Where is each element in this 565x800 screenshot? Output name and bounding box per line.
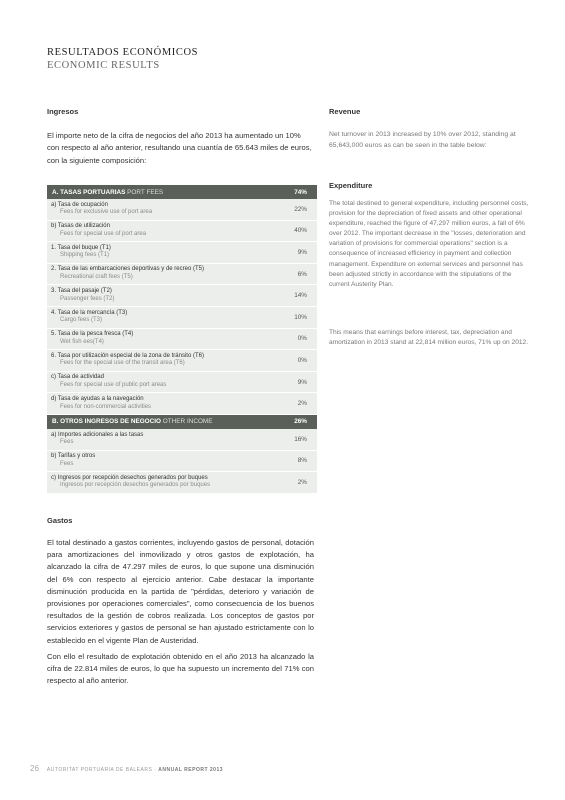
- section-b-header: [47, 414, 317, 429]
- footer-report: ANNUAL REPORT 2013: [158, 767, 224, 773]
- table-row: [47, 450, 317, 472]
- row-label-en: Fees for special use of port area: [60, 230, 147, 237]
- row-label-en: Passenger fees (T2): [60, 295, 115, 302]
- row-value: 9%: [267, 371, 317, 393]
- section-a-value: 74%: [267, 185, 317, 199]
- page-number: 26: [30, 764, 39, 773]
- table-row: [47, 220, 317, 242]
- row-label: 6. Tasa por utilización especial de la zona de tránsito (T6): [51, 352, 204, 359]
- row-label-en: Recreational craft fees (T5): [60, 274, 133, 281]
- row-label-en: Fees for the special use of the transit area (T6): [60, 360, 185, 367]
- gastos-paragraph-2: Con ello el resultado de explotación obtenido en el año 2013 ha alcanzado la cifra de 22.814 miles de euros, lo que ha supuesto un incremento del 71% con respecto al año anterior.: [47, 652, 314, 686]
- row-value: 0%: [267, 328, 317, 350]
- section-a-label-en: PORT FEES: [127, 188, 164, 196]
- section-b-label-en: OTHER INCOME: [162, 418, 213, 426]
- ingresos-heading: Ingresos: [47, 107, 79, 116]
- row-label: 3. Tasa del pasaje (T2): [51, 288, 112, 295]
- row-label: a) Importes adicionales a las tasas: [51, 431, 144, 438]
- row-label-en: Fees: [60, 460, 74, 467]
- row-value: 10%: [267, 306, 317, 328]
- table-row: [47, 285, 317, 307]
- row-label: 4. Tasa de la mercancía (T3): [51, 309, 128, 316]
- table-row: [47, 429, 317, 450]
- row-label-en: Fees: [60, 439, 74, 446]
- row-label-en: Fees for exclusive use of port area: [60, 209, 153, 216]
- table-row: [47, 199, 317, 220]
- row-label: d) Tasa de ayudas a la navegación: [51, 396, 144, 403]
- row-label: c) Ingresos por recepción desechos generados por buques: [51, 474, 208, 481]
- row-label-en: Fees for non-commercial activities: [60, 403, 152, 410]
- row-label: c) Tasa de actividad: [51, 374, 104, 381]
- row-value: 6%: [267, 263, 317, 285]
- row-label-en: Shipping fees (T1): [60, 252, 110, 259]
- gastos-paragraph: El total destinado a gastos corrientes, incluyendo gastos de personal, dotación para amortizaciones del inmovilizado y otros gastos de explotación, ha alcanzado la cifra de 47.297 miles de euros, lo que supone una disminución del 6% con respecto al ejercicio anterior. Cabe destacar la importante disminución producida en la partida de "pérdidas, deterioro y variación de provisiones por operaciones comerciales", como consecuencia de los buenos resultados de la gestión de cobros realizada. Los conceptos de gastos por servicios exteriores y gastos de personal se han ajustado estrictamente con lo establecido en el vigente Plan de Austeridad.: [47, 538, 314, 645]
- row-label-en: Fees for special use of public port areas: [60, 382, 167, 389]
- table-row: [47, 393, 317, 415]
- table-row: [47, 263, 317, 285]
- section-a-label: A. TASAS PORTUARIAS: [52, 188, 126, 196]
- page-footer: [30, 764, 223, 773]
- section-b-value: 26%: [267, 414, 317, 429]
- expenditure-paragraph-2: This means that earnings before interest, tax, depreciation and amortization in 2013 stand at 22,814 million euros, 71% up on 2012.: [329, 329, 529, 347]
- table-row: [47, 350, 317, 372]
- row-label: 2. Tasa de las embarcaciones deportivas y de recreo (T5): [51, 266, 204, 273]
- page-title: RESULTADOS ECONÓMICOS: [47, 47, 199, 58]
- expenditure-paragraph: The total destined to general expenditure, including personnel costs, provision for the depreciation of fixed assets and other operational expenditure, reached the figure of 47,297 million euros, a fall of 6% over 2012. The important decrease in the "losses, deterioration and variation of provisions for commercial operations" section is a consequence of increased efficiency in payment and collection management. Expenditure on external services and personnel has been adjusted strictly in accordance with the stipulations of the current Austerity Plan.: [329, 200, 529, 288]
- expenditure-heading: Expenditure: [329, 181, 373, 190]
- row-value: 2%: [267, 472, 317, 494]
- page-subtitle: ECONOMIC RESULTS: [47, 60, 160, 71]
- ingresos-paragraph: El importe neto de la cifra de negocios del año 2013 ha aumentado un 10% con respecto al año anterior, resultando una cuantía de 65.643 miles de euros, con la siguiente composición:: [47, 131, 312, 165]
- row-label: b) Tasas de utilización: [51, 223, 110, 230]
- gastos-heading: Gastos: [47, 516, 73, 525]
- row-value: 0%: [267, 350, 317, 372]
- row-label: b) Tarifas y otros: [51, 453, 96, 460]
- row-label-en: Cargo fees (T3): [60, 317, 103, 324]
- table-row: [47, 371, 317, 393]
- revenue-paragraph: Net turnover in 2013 increased by 10% over 2012, standing at 65,643,000 euros as can be seen in the table below:: [329, 131, 516, 149]
- row-value: 14%: [267, 285, 317, 307]
- table-row: [47, 306, 317, 328]
- revenue-composition-table: [47, 185, 317, 494]
- row-label-en: Wet fish ees(T4): [60, 338, 104, 345]
- row-label-en: Ingresos por recepción desechos generados por buques: [60, 482, 211, 489]
- table-row: [47, 472, 317, 494]
- row-value: 16%: [267, 429, 317, 450]
- section-b-label: B. OTROS INGRESOS DE NEGOCIO: [52, 418, 162, 426]
- footer-separator: ·: [152, 767, 159, 773]
- row-value: 40%: [267, 220, 317, 242]
- row-label: 5. Tasa de la pesca fresca (T4): [51, 331, 134, 338]
- row-value: 22%: [267, 199, 317, 220]
- footer-organization: AUTORITAT PORTUÀRIA DE BALEARS: [46, 767, 153, 773]
- row-value: 8%: [267, 450, 317, 472]
- revenue-heading: Revenue: [329, 107, 361, 116]
- table-row: [47, 328, 317, 350]
- row-value: 9%: [267, 242, 317, 264]
- row-value: 2%: [267, 393, 317, 415]
- row-label: a) Tasa de ocupación: [51, 201, 108, 208]
- table-row: [47, 242, 317, 264]
- section-a-header: [47, 185, 317, 199]
- row-label: 1. Tasa del buque (T1): [51, 244, 111, 251]
